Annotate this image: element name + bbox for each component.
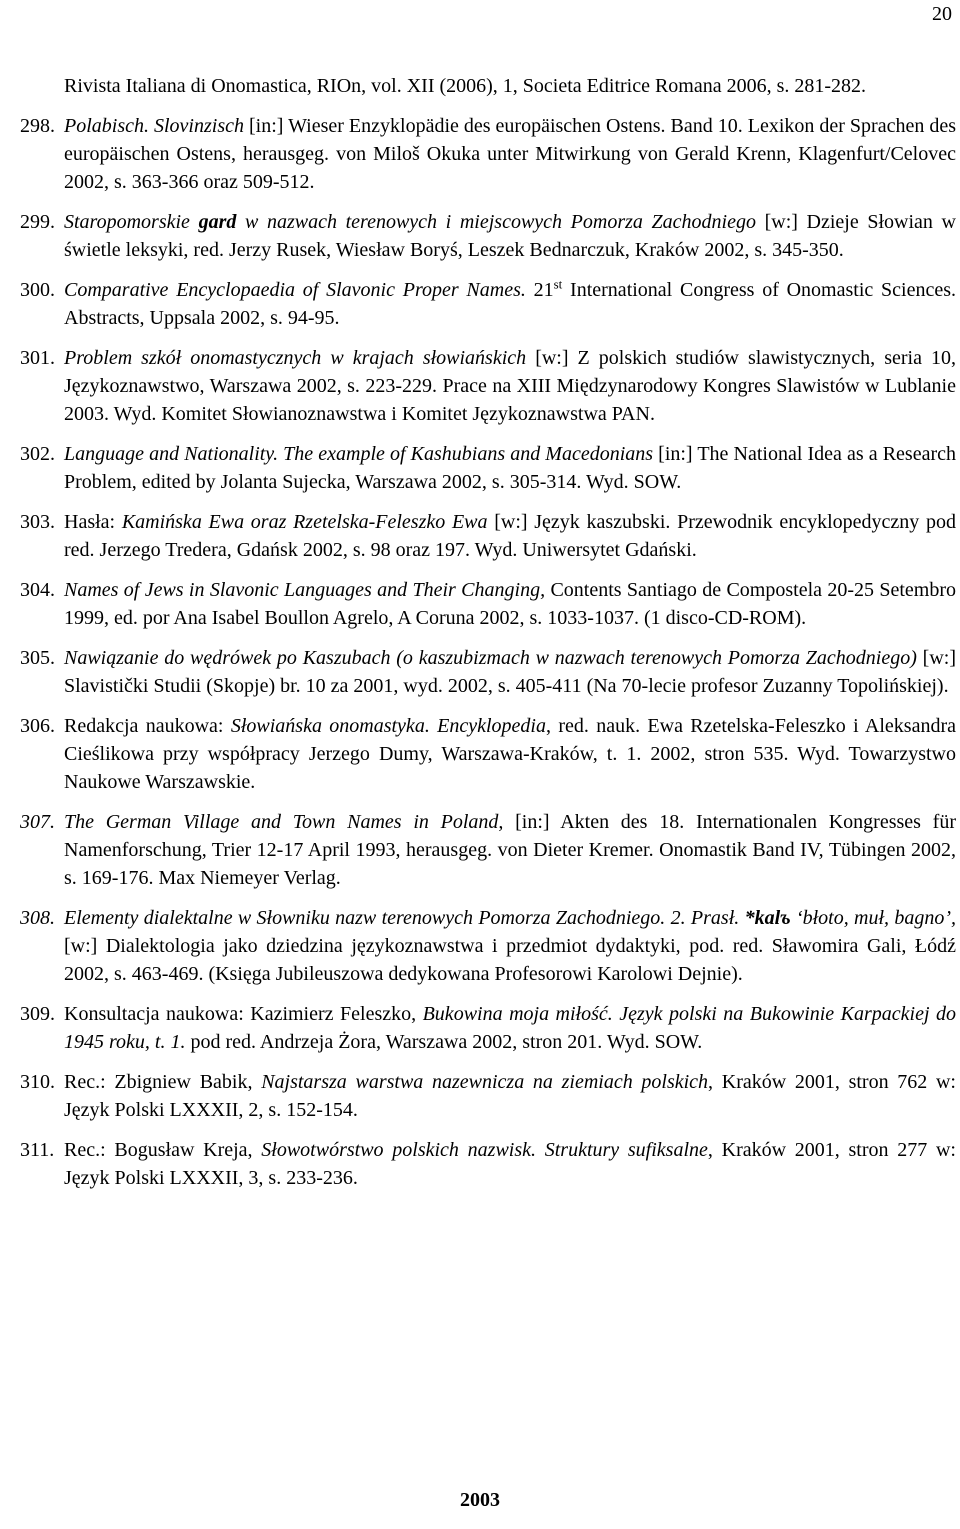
entry-text-segment: st	[553, 276, 563, 292]
entry-text	[64, 1068, 956, 1124]
entry-text-segment: Słowiańska onomastyka. Encyklopedia	[230, 715, 546, 737]
entry-text	[64, 904, 956, 988]
bibliography-entry	[20, 508, 956, 564]
entry-text-segment: [w:] Język kaszubski. Przewodnik encyklopedyczny pod red. Jerzego Tredera, Gdańsk 2002, s. 98 oraz 197. Wyd. Uniwersytet Gdański.	[64, 511, 957, 561]
entry-text-segment: Słowotwórstwo polskich nazwisk. Struktury sufiksalne	[261, 1139, 708, 1161]
entry-text-segment: Polabisch. Slovinzisch	[64, 115, 244, 137]
entry-text	[64, 712, 956, 796]
bibliography-entry	[20, 1136, 956, 1192]
entry-text-segment: Language and Nationality. The example of Kashubians and Macedonians	[64, 443, 654, 465]
entry-text-segment: Hasła:	[64, 511, 122, 533]
entry-text	[64, 112, 956, 196]
entry-text-segment: [in:] Akten des 18. Internationalen Kongresses für Namenforschung, Trier 12-17 April 1993, herausgeg. von Dieter Kremer. Onomastik Band IV, Tübingen 2002, s. 169-176. Max Niemeyer Verlag.	[64, 811, 956, 889]
entry-text	[64, 576, 956, 632]
entry-text-segment: Contents Santiago de Compostela 20-25 Setembro 1999, ed. por Ana Isabel Boullon Agrelo, A Coruna 2002, s. 1033-1037. (1 disco-CD-ROM).	[64, 579, 957, 629]
page-number: 20	[932, 3, 952, 25]
entry-text	[64, 344, 956, 428]
entry-number: 304.	[20, 579, 55, 601]
entry-number: 310.	[20, 1071, 55, 1093]
entry-number: 302.	[20, 443, 55, 465]
entry-number: 305.	[20, 647, 55, 669]
entry-text-segment: , Kraków 2001, stron 762 w: Język Polski LXXXII, 2, s. 152-154.	[64, 1071, 956, 1121]
entry-text-segment: Kamińska Ewa oraz Rzetelska-Feleszko Ewa	[121, 511, 488, 533]
entry-text-segment: International Congress of Onomastic Sciences. Abstracts, Uppsala 2002, s. 94-95.	[64, 279, 956, 329]
entry-text-segment: [in:] Wieser Enzyklopädie des europäischen Ostens. Band 10. Lexikon der Sprachen des europäischen Ostens, herausgeg. von Miloš Okuka unter Mitwirkung von Gerald Krenn, Klagenfurt/Celovec 2002, s. 363-366 oraz 509-512.	[64, 115, 957, 193]
entry-text-segment: [w:] Dzieje Słowian w świetle leksyki, red. Jerzy Rusek, Wiesław Boryś, Leszek Bednarczuk, Kraków 2002, s. 345-350.	[64, 211, 956, 261]
entry-text-segment: ‘błoto, muł, bagno’,	[790, 907, 957, 929]
entry-text-segment: Rec.: Bogusław Kreja,	[64, 1139, 262, 1161]
entry-text	[64, 72, 956, 100]
entry-text-segment: [in:] The National Idea as a Research Problem, edited by Jolanta Sujecka, Warszawa 2002, s. 305-314. Wyd. SOW.	[64, 443, 956, 493]
entry-number: 299.	[20, 211, 55, 233]
bibliography-entry	[20, 344, 956, 428]
entry-text	[64, 644, 956, 700]
entry-text-segment: Elementy dialektalne w Słowniku nazw terenowych Pomorza Zachodniego. 2. Prasł.	[64, 907, 745, 929]
entry-number: 308.	[20, 907, 55, 929]
entry-number: 301.	[20, 347, 55, 369]
entry-text-segment: Names of Jews in Slavonic Languages and Their Changing,	[64, 579, 546, 601]
entry-text-segment: gard	[198, 211, 237, 233]
entry-text	[64, 508, 956, 564]
section-year-heading: 2003	[460, 1489, 500, 1511]
bibliography-entry	[20, 808, 956, 892]
entry-text-segment: 21	[525, 279, 554, 301]
entry-number: 307.	[20, 811, 55, 833]
entry-number: 309.	[20, 1003, 55, 1025]
entry-text-segment: Problem szkół onomastycznych w krajach słowiańskich	[64, 347, 527, 369]
bibliography-entry	[20, 72, 956, 100]
bibliography-entry	[20, 904, 956, 988]
entry-text-segment: [w:] Slavistički Studii (Skopje) br. 10 za 2001, wyd. 2002, s. 405-411 (Na 70-lecie profesor Zuzanny Topolińskiej).	[64, 647, 956, 697]
entry-text-segment: Comparative Encyclopaedia of Slavonic Proper Names.	[64, 279, 526, 301]
bibliography-entry	[20, 208, 956, 264]
entry-text-segment: Najstarsza warstwa nazewnicza na ziemiach polskich	[261, 1071, 709, 1093]
entry-text-segment: w nazwach terenowych i miejscowych Pomorza Zachodniego	[236, 211, 756, 233]
entry-text	[64, 1136, 956, 1192]
entry-text-segment: Nawiązanie do wędrówek po Kaszubach (o kaszubizmach w nazwach terenowych Pomorza Zachodniego)	[64, 647, 917, 669]
entry-text-segment: Rec.: Zbigniew Babik,	[64, 1071, 262, 1093]
entry-number: 303.	[20, 511, 55, 533]
entry-number: 300.	[20, 279, 55, 301]
entry-text-segment: pod red. Andrzeja Żora, Warszawa 2002, stron 201. Wyd. SOW.	[185, 1031, 703, 1053]
entry-text	[64, 1000, 956, 1056]
entry-text-segment: , red. nauk. Ewa Rzetelska-Feleszko i Aleksandra Cieślikowa przy współpracy Jerzego Dumy, Warszawa-Kraków, t. 1. 2002, stron 535. Wyd. Towarzystwo Naukowe Warszawskie.	[64, 715, 956, 793]
bibliography-entry	[20, 1068, 956, 1124]
entry-number: 306.	[20, 715, 55, 737]
entry-number: 298.	[20, 115, 55, 137]
entry-text	[64, 440, 956, 496]
entry-text-segment: Staropomorskie	[64, 211, 199, 233]
entry-text-segment: Bukowina moja miłość. Język polski na Bukowinie Karpackiej do 1945 roku, t. 1.	[64, 1003, 957, 1053]
entry-text-segment: *kalъ	[744, 907, 791, 929]
bibliography-entry	[20, 440, 956, 496]
entry-text	[64, 808, 956, 892]
entry-text-segment: [w:] Dialektologia jako dziedzina językoznawstwa i przedmiot dydaktyki, pod. red. Sławomira Gali, Łódź 2002, s. 463-469. (Księga Jubileuszowa dedykowana Profesorowi Karolowi Dejnie).	[64, 935, 956, 985]
entry-text-segment: [w:] Z polskich studiów slawistycznych, seria 10, Językoznawstwo, Warszawa 2002, s. 223-229. Prace na XIII Międzynarodowy Kongres Slawistów w Lublanie 2003. Wyd. Komitet Słowianoznawstwa i Komitet Językoznawstwa PAN.	[64, 347, 956, 425]
entry-text-segment: Konsultacja naukowa: Kazimierz Feleszko,	[64, 1003, 423, 1025]
entry-text-segment: , Kraków 2001, stron 277 w: Język Polski LXXXII, 3, s. 233-236.	[64, 1139, 956, 1189]
bibliography-list	[20, 72, 956, 1204]
bibliography-entry	[20, 644, 956, 700]
bibliography-entry	[20, 112, 956, 196]
bibliography-entry	[20, 712, 956, 796]
bibliography-entry	[20, 576, 956, 632]
entry-number: 311.	[20, 1139, 55, 1161]
entry-text-segment: Rivista Italiana di Onomastica, RIOn, vol. XII (2006), 1, Societa Editrice Romana 2006, s. 281-282.	[64, 75, 867, 97]
entry-text	[64, 208, 956, 264]
bibliography-entry	[20, 1000, 956, 1056]
entry-text-segment: The German Village and Town Names in Poland,	[64, 811, 504, 833]
bibliography-entry	[20, 276, 956, 332]
entry-text-segment: Redakcja naukowa:	[64, 715, 231, 737]
entry-text	[64, 276, 956, 332]
